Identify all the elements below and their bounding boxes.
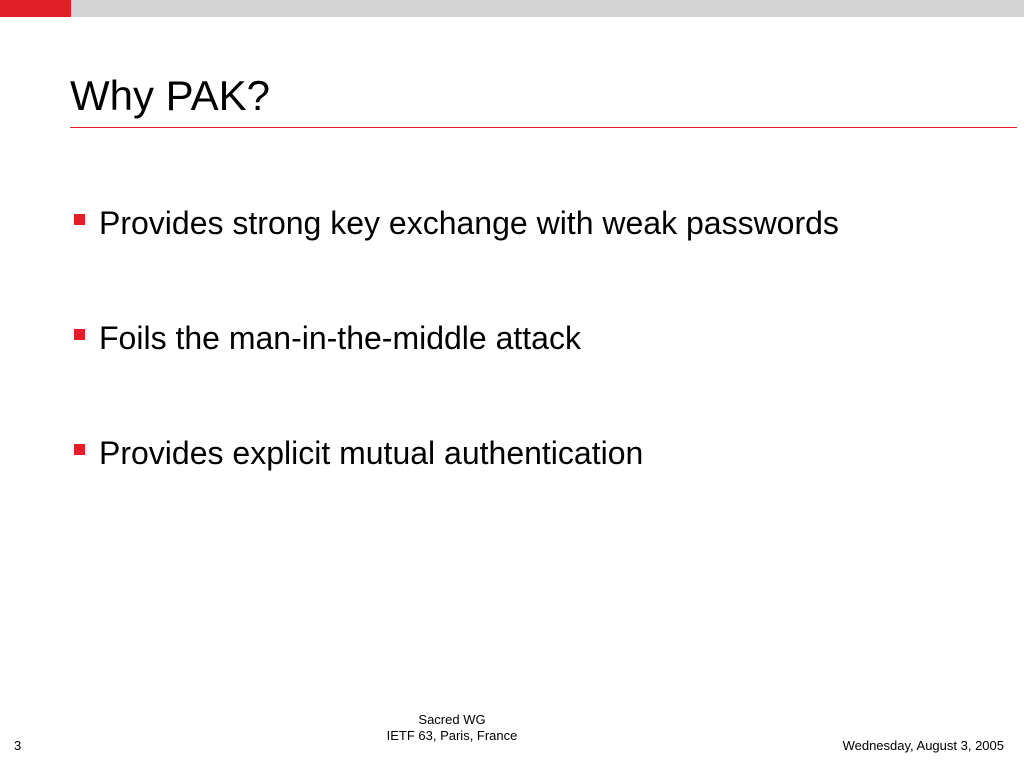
footer-meeting-location: IETF 63, Paris, France <box>386 728 518 743</box>
top-gray-bar <box>71 0 1024 17</box>
bullet-text: Foils the man-in-the-middle attack <box>99 320 581 356</box>
top-accent-bar <box>0 0 71 17</box>
red-square-bullet-icon <box>74 214 85 225</box>
title-divider <box>70 127 1017 128</box>
red-square-bullet-icon <box>74 329 85 340</box>
bullet-text: Provides strong key exchange with weak passwords <box>99 205 839 241</box>
footer-date: Wednesday, August 3, 2005 <box>842 738 1004 753</box>
slide-number: 3 <box>14 738 22 753</box>
red-square-bullet-icon <box>74 444 85 455</box>
bullet-text: Provides explicit mutual authentication <box>99 435 644 471</box>
footer-event-info <box>352 712 552 744</box>
footer-working-group: Sacred WG <box>418 712 486 727</box>
slide-title: Why PAK? <box>70 72 270 119</box>
